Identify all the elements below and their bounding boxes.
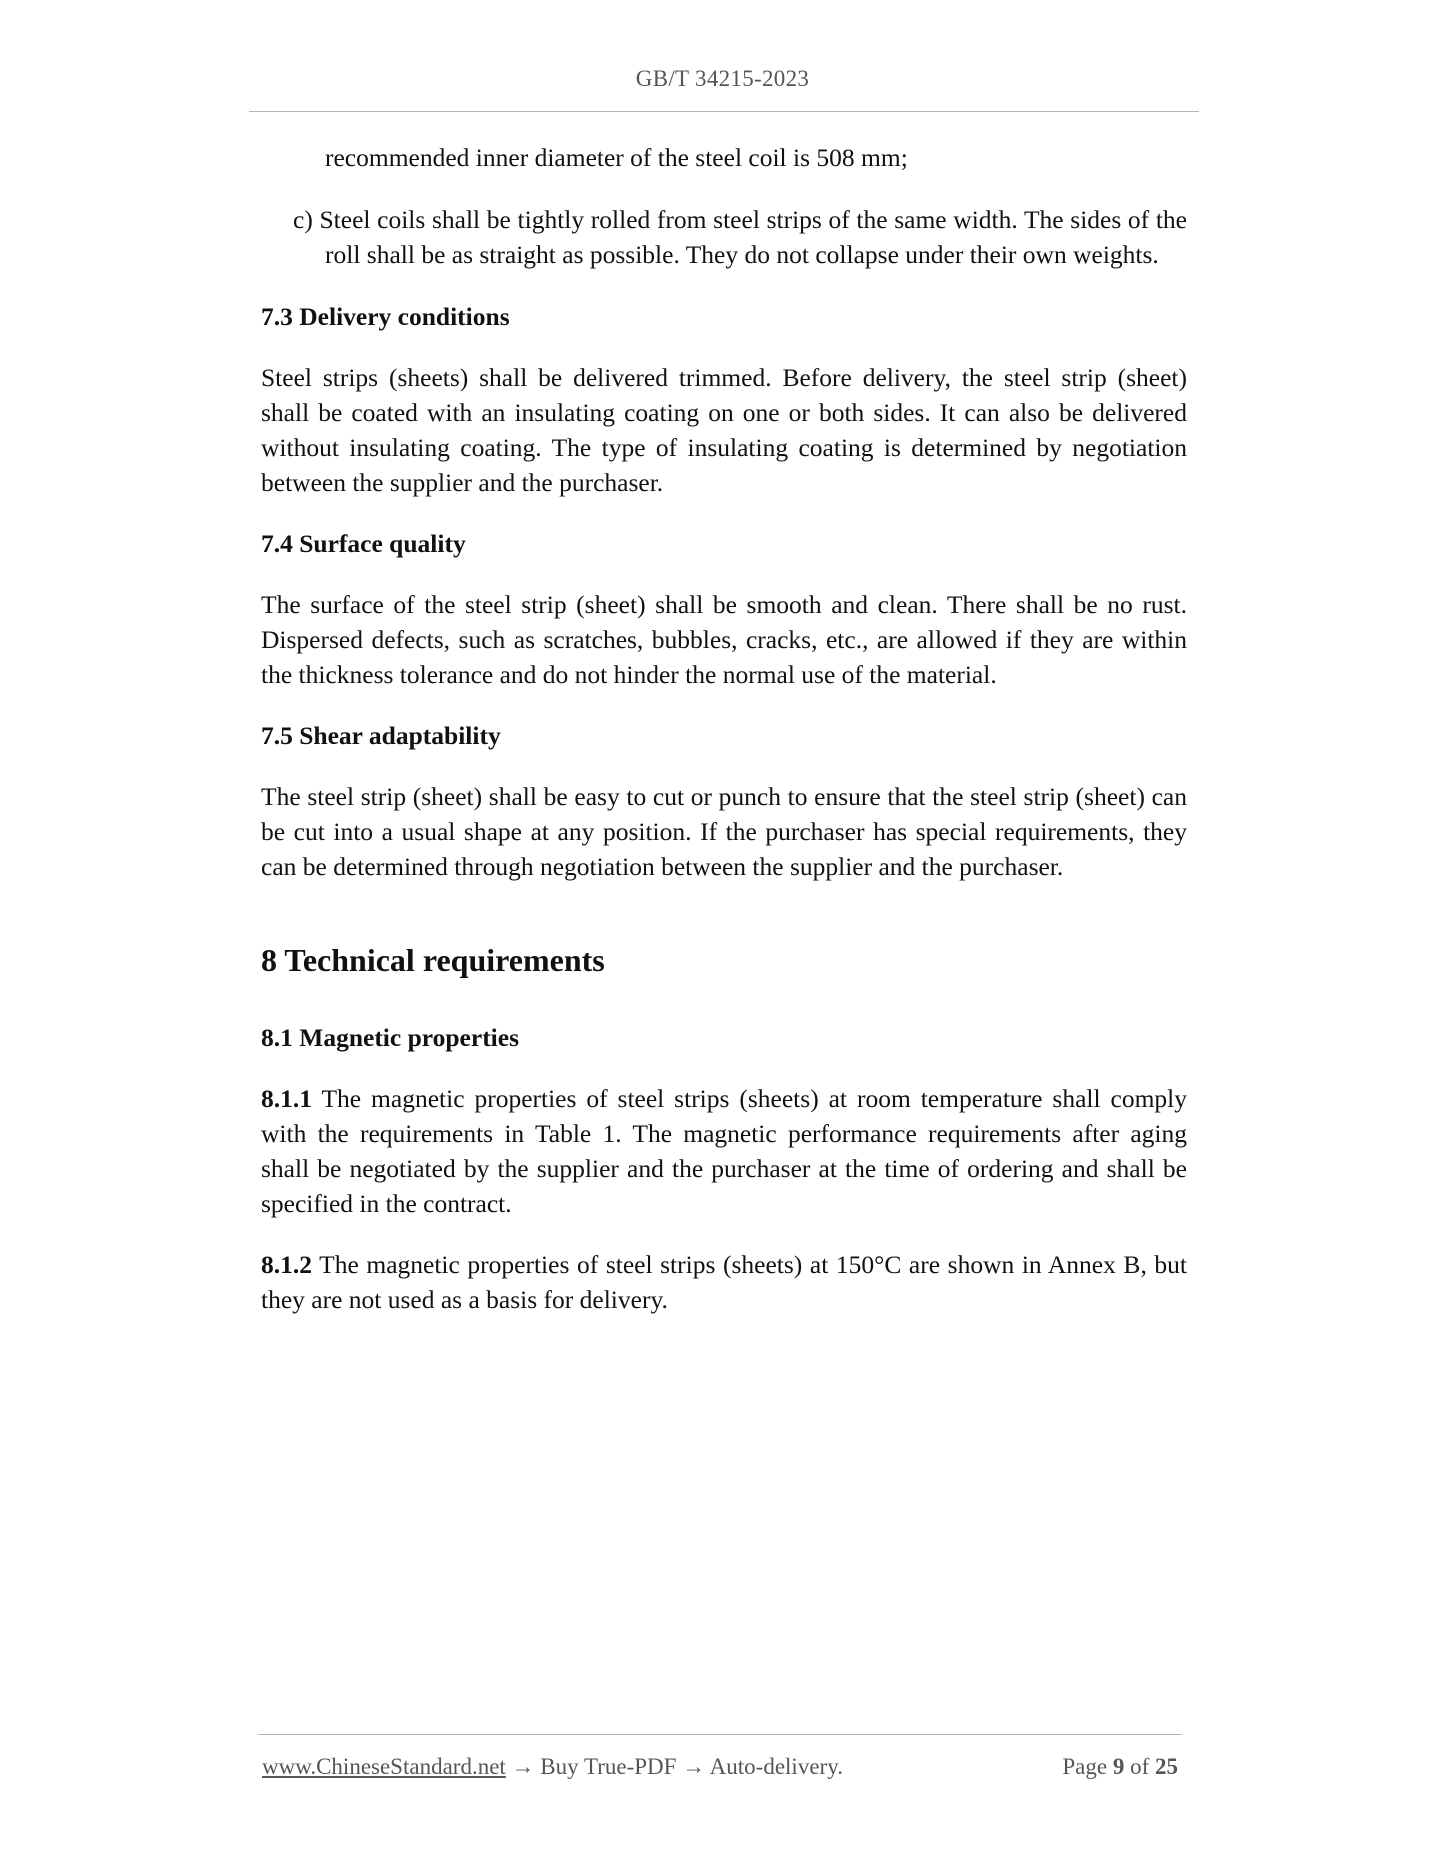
- arrow-right-icon: →: [505, 1754, 541, 1779]
- clause-text-8-1-1: The magnetic properties of steel strips (sheets) at room temperature shall comply with the requirements in Table 1. The magnetic performance requirements after aging shall be negotiated by the supplier and the purchaser at the time of ordering and shall be specified in the contract.: [261, 1084, 1187, 1218]
- arrow-right-icon: →: [676, 1754, 710, 1779]
- total-pages-number: 25: [1155, 1754, 1178, 1779]
- website-link[interactable]: www.ChineseStandard.net: [262, 1754, 506, 1779]
- list-continuation-text: recommended inner diameter of the steel coil is 508 mm;: [325, 143, 908, 172]
- clause-8-1-2: [261, 1247, 1187, 1317]
- page-counter: [1062, 1754, 1178, 1780]
- section-text-7-3: Steel strips (sheets) shall be delivered trimmed. Before delivery, the steel strip (sheet) shall be coated with an insulating coating on one or both sides. It can also be delivered without insulating coating. The type of insulating coating is determined by negotiation between the supplier and the purchaser.: [261, 363, 1187, 497]
- clause-number-8-1-2: 8.1.2: [261, 1250, 312, 1279]
- header-divider: [249, 111, 1199, 112]
- footer-promo: [262, 1754, 843, 1780]
- section-text-7-5: The steel strip (sheet) shall be easy to cut or punch to ensure that the steel strip (sheet) can be cut into a usual shape at any position. If the purchaser has special requirements, they can be determined through negotiation between the supplier and the purchaser.: [261, 782, 1187, 881]
- current-page-number: 9: [1112, 1754, 1125, 1779]
- section-heading-7-5: 7.5 Shear adaptability: [261, 721, 501, 750]
- page-label: Page: [1062, 1754, 1113, 1779]
- clause-8-1-1: [261, 1081, 1187, 1221]
- clause-number-8-1-1: 8.1.1: [261, 1084, 312, 1113]
- section-heading-7-3: 7.3 Delivery conditions: [261, 302, 510, 331]
- chapter-heading-8: 8 Technical requirements: [261, 942, 605, 978]
- section-heading-8-1: 8.1 Magnetic properties: [261, 1023, 520, 1052]
- buy-true-pdf-text: Buy True-PDF: [540, 1754, 677, 1779]
- auto-delivery-text: Auto-delivery.: [709, 1754, 843, 1779]
- section-text-7-4: The surface of the steel strip (sheet) shall be smooth and clean. There shall be no rust. Dispersed defects, such as scratches, bubbles, cracks, etc., are allowed if they are within the thickness tolerance and do not hinder the normal use of the material.: [261, 590, 1187, 689]
- list-item-c: c) Steel coils shall be tightly rolled from steel strips of the same width. The sides of the roll shall be as straight as possible. They do not collapse under their own weights.: [293, 205, 1187, 269]
- document-body: [261, 140, 1187, 1343]
- clause-text-8-1-2: The magnetic properties of steel strips (sheets) at 150°C are shown in Annex B, but they are not used as a basis for delivery.: [261, 1250, 1187, 1314]
- of-label: of: [1124, 1754, 1155, 1779]
- section-heading-7-4: 7.4 Surface quality: [261, 529, 466, 558]
- footer-divider: [258, 1734, 1182, 1735]
- page-header-title: GB/T 34215-2023: [635, 66, 810, 91]
